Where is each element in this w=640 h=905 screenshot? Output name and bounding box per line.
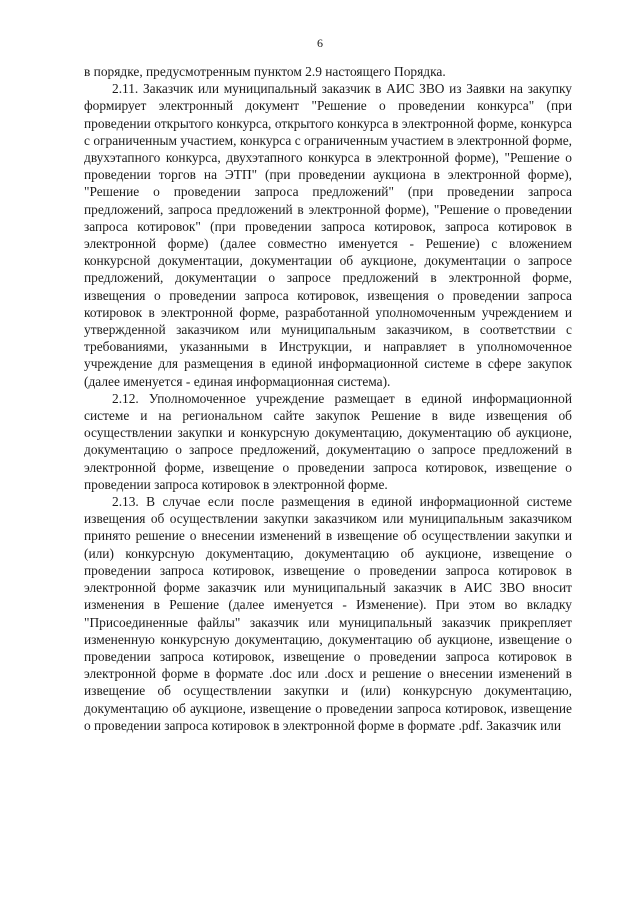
paragraph-continuation: в порядке, предусмотренным пунктом 2.9 настоящего Порядка. bbox=[84, 64, 446, 79]
paragraph-2-11: 2.11. Заказчик или муниципальный заказчик в АИС ЗВО из Заявки на закупку формирует электронный документ "Решение о проведении конкурса" (при проведении открытого конкурса, открытого конкурса в электронной форме, конкурса с ограниченным участием, конкурса с ограниченным участием в электронной форме, двухэтапного конкурса, двухэтапного конкурса в электронной форме), "Решение о проведении торгов на ЭТП" (при проведении аукциона в электронной форме), "Решение о проведении запроса предложений" (при проведении запроса предложений, запроса предложений в электронной форме), "Решение о проведении запроса котировок" (при проведении запроса котировок, запроса котировок в электронной форме) (далее совместно именуется - Решение) с вложением конкурсной документации, документации об аукционе, документации о запросе предложений, документации о запросе предложений в электронной форме, извещения о проведении запроса котировок, извещения о проведении запроса котировок в электронной форме, разработанной уполномоченным учреждением и утвержденной заказчиком или муниципальным заказчиком, в соответствии с требованиями, указанными в Инструкции, и направляет в уполномоченное учреждение для размещения в единой информационной системе в сфере закупок (далее именуется - единая информационная система). bbox=[84, 81, 572, 389]
paragraph-2-13: 2.13. В случае если после размещения в единой информационной системе извещения об осуществлении закупки заказчиком или муниципальным заказчиком принято решение о внесении изменений в извещение об осуществлении закупки и (или) конкурсную документацию, документацию об аукционе, извещение о проведении запроса котировок, извещение о проведении запроса котировок в электронной форме заказчик или муниципальный заказчик в АИС ЗВО вносит изменения в Решение (далее именуется - Изменение). При этом во вкладку "Присоединенные файлы" заказчик или муниципальный заказчик прикрепляет измененную конкурсную документацию, документацию об аукционе, извещение о проведении запроса котировок, извещение о проведении запроса котировок в электронной форме в формате .doc или .docx и решение о внесении изменений в извещение об осуществлении закупки и (или) конкурсную документацию, документацию об аукционе, извещение о проведении запроса котировок, извещение о проведении запроса котировок в электронной форме в формате .pdf. Заказчик или bbox=[84, 494, 572, 733]
document-body bbox=[84, 63, 572, 734]
paragraph-2-12: 2.12. Уполномоченное учреждение размещает в единой информационной системе и на региональном сайте закупок Решение в виде извещения об осуществлении закупки и конкурсную документацию, документацию об аукционе, документацию о запросе предложений, документацию о запросе предложений в электронной форме, извещение о проведении запроса котировок, извещение о проведении запроса котировок в электронной форме. bbox=[84, 390, 572, 492]
page-number: 6 bbox=[317, 36, 323, 50]
